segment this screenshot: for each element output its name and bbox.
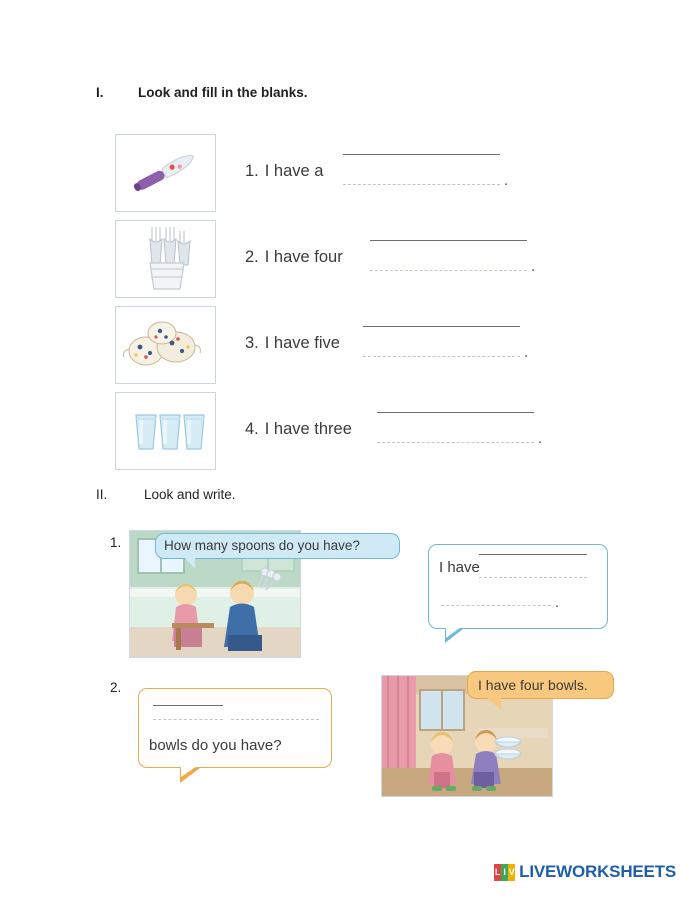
item-4-sentence: I have three bbox=[264, 420, 352, 438]
knife-icon bbox=[115, 134, 216, 212]
question-bubble-2-tail-fill bbox=[181, 766, 197, 777]
question-bubble-2 bbox=[138, 688, 332, 768]
question-bubble-1-text: How many spoons do you have? bbox=[164, 538, 360, 553]
answer-bubble-1 bbox=[428, 544, 608, 629]
answer-blank-2-solid[interactable] bbox=[370, 240, 527, 241]
teapots-icon bbox=[115, 306, 216, 384]
liveworksheets-logo bbox=[494, 862, 676, 882]
answer-bubble-2 bbox=[467, 671, 614, 699]
answer-bubble-1-text: I have bbox=[439, 559, 480, 576]
item-1-number: 1. bbox=[245, 162, 259, 180]
forks-in-cup-icon bbox=[115, 220, 216, 298]
exercise-row-1 bbox=[115, 134, 575, 214]
item-3-text bbox=[245, 334, 340, 353]
answer-bubble-2-tail bbox=[487, 698, 501, 710]
item-1-sentence: I have a bbox=[264, 162, 324, 180]
item-2-sentence: I have four bbox=[264, 248, 343, 266]
logo-letter-i: I bbox=[501, 864, 508, 881]
question-bubble-2-text: bowls do you have? bbox=[149, 737, 282, 754]
answer-bubble-1-blank-1[interactable] bbox=[479, 554, 587, 555]
section-2-title: Look and write. bbox=[144, 487, 236, 502]
liveworksheets-wordmark: LIVEWORKSHEETS bbox=[519, 862, 676, 881]
liveworksheets-mark-icon bbox=[494, 864, 515, 881]
answer-blank-3-dotted[interactable] bbox=[363, 356, 520, 357]
item-2-number: 2. bbox=[245, 248, 259, 266]
answer-blank-1-solid[interactable] bbox=[343, 154, 500, 155]
item-4-text bbox=[245, 420, 352, 439]
item-1-period: . bbox=[504, 172, 509, 189]
item-1-text bbox=[245, 162, 323, 181]
item-3-sentence: I have five bbox=[264, 334, 340, 352]
item-3-period: . bbox=[524, 344, 529, 361]
section-1-numeral: I. bbox=[96, 85, 104, 100]
item-2-period: . bbox=[531, 258, 536, 275]
logo-letter-v: V bbox=[508, 864, 515, 881]
answer-blank-1-dotted[interactable] bbox=[343, 184, 500, 185]
exercise-row-3 bbox=[115, 306, 575, 386]
question-bubble-1 bbox=[155, 533, 400, 559]
item-3-number: 3. bbox=[245, 334, 259, 352]
item-4-number: 4. bbox=[245, 420, 259, 438]
item-4-period: . bbox=[538, 430, 543, 447]
exercise-row-4 bbox=[115, 392, 575, 472]
answer-blank-4-dotted[interactable] bbox=[377, 442, 534, 443]
question-bubble-2-dots-2[interactable] bbox=[231, 719, 319, 720]
part2-item-2-number: 2. bbox=[110, 680, 122, 695]
question-bubble-2-dots-1[interactable] bbox=[153, 719, 223, 720]
answer-bubble-1-dots-1[interactable] bbox=[479, 577, 587, 578]
item-2-text bbox=[245, 248, 343, 267]
logo-letter-l: L bbox=[494, 864, 501, 881]
answer-bubble-2-text: I have four bowls. bbox=[478, 677, 588, 693]
part2-item-1-number: 1. bbox=[110, 535, 122, 550]
answer-blank-4-solid[interactable] bbox=[377, 412, 534, 413]
question-bubble-1-tail bbox=[185, 558, 195, 569]
question-bubble-2-blank-1[interactable] bbox=[153, 705, 223, 706]
section-2-numeral: II. bbox=[96, 487, 108, 502]
answer-bubble-1-period: . bbox=[555, 594, 559, 610]
answer-blank-2-dotted[interactable] bbox=[370, 270, 527, 271]
section-heading-1 bbox=[96, 85, 308, 100]
glasses-icon bbox=[115, 392, 216, 470]
exercise-row-2 bbox=[115, 220, 575, 300]
answer-blank-3-solid[interactable] bbox=[363, 326, 520, 327]
answer-bubble-1-tail-fill bbox=[446, 627, 461, 638]
section-heading-2 bbox=[96, 487, 236, 502]
section-1-title: Look and fill in the blanks. bbox=[138, 85, 308, 100]
answer-bubble-1-dots-2[interactable] bbox=[441, 605, 551, 606]
